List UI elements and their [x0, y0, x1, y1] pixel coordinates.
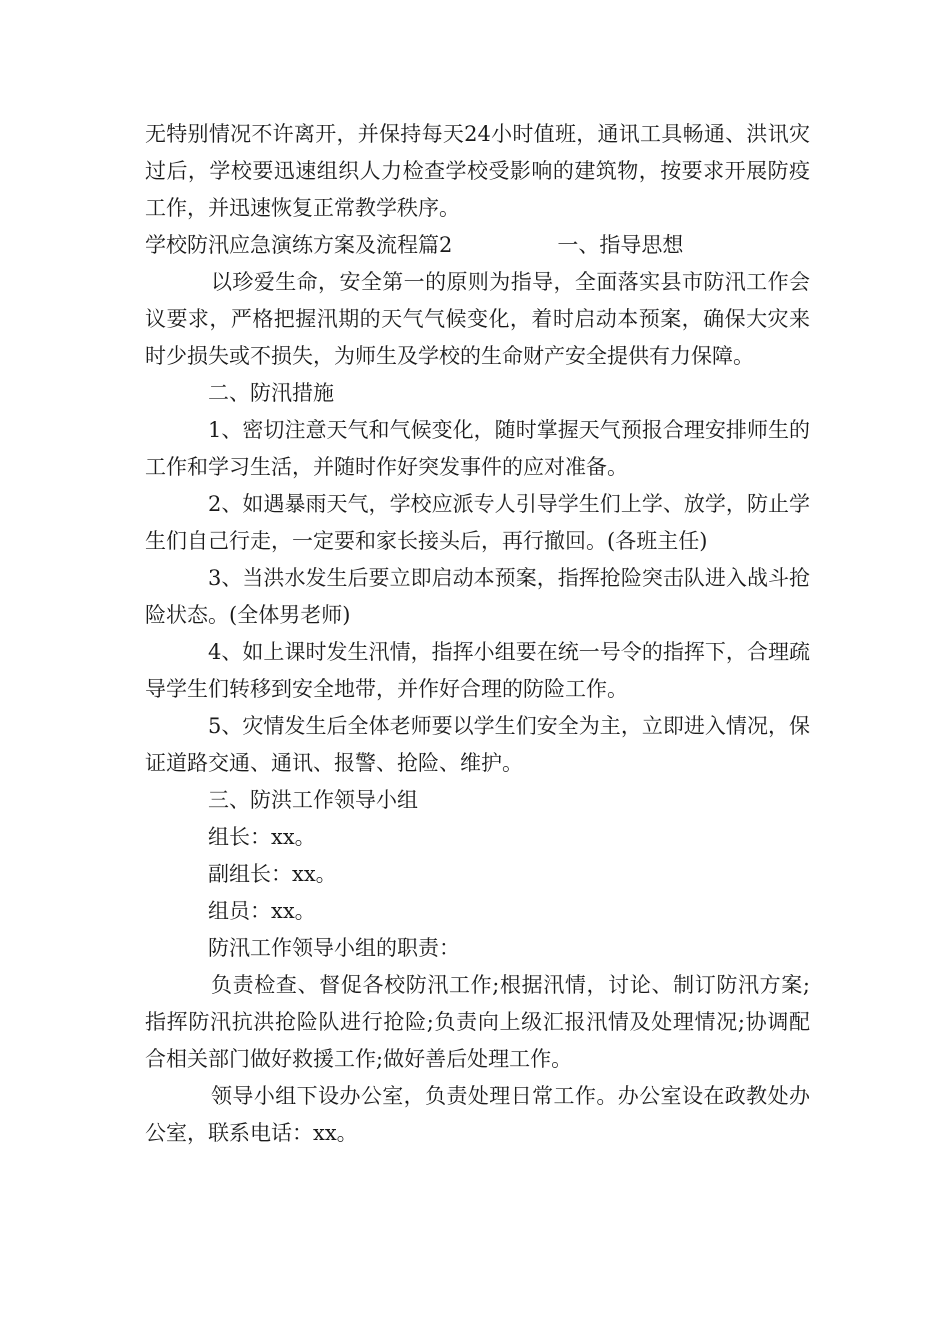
heading-guiding-thought: 一、指导思想: [557, 233, 684, 257]
article-title: 学校防汛应急演练方案及流程篇2: [145, 233, 453, 257]
paragraph-continuation: 无特别情况不许离开，并保持每天24小时值班，通讯工具畅通、洪讯灾过后，学校要迅速组织人力检查学校受影响的建筑物，按要求开展防疫工作，并迅速恢复正常教学秩序。: [145, 122, 810, 220]
measure-3: 3、当洪水发生后要立即启动本预案，指挥抢险突击队进入战斗抢险状态。(全体男老师): [145, 566, 810, 627]
measure-5: 5、灾情发生后全体老师要以学生们安全为主，立即进入情况，保证道路交通、通讯、报警、抢险、维护。: [145, 714, 810, 775]
measure-4: 4、如上课时发生汛情，指挥小组要在统一号令的指挥下，合理疏导学生们转移到安全地带，并作好合理的防险工作。: [145, 640, 810, 701]
group-leader: 组长：xx。: [208, 825, 316, 849]
duty-description: 负责检查、督促各校防汛工作;根据汛情，讨论、制订防汛方案;指挥防汛抗洪抢险队进行抢险;负责向上级汇报汛情及处理情况;协调配合相关部门做好救援工作;做好善后处理工作。: [145, 973, 810, 1071]
document-body: [145, 116, 810, 1152]
heading-measures: 二、防汛措施: [208, 381, 334, 405]
section-title-line: [145, 227, 810, 264]
office-info: 领导小组下设办公室，负责处理日常工作。办公室设在政教处办公室，联系电话：xx。: [145, 1084, 810, 1145]
paragraph-guiding: 以珍爱生命，安全第一的原则为指导，全面落实县市防汛工作会议要求，严格把握汛期的天气气候变化，着时启动本预案，确保大灾来时少损失或不损失，为师生及学校的生命财产安全提供有力保障。: [145, 270, 810, 368]
measure-2: 2、如遇暴雨天气，学校应派专人引导学生们上学、放学，防止学生们自己行走，一定要和家长接头后，再行撤回。(各班主任): [145, 492, 810, 553]
group-member: 组员：xx。: [208, 899, 316, 923]
heading-leadership-group: 三、防洪工作领导小组: [208, 788, 418, 812]
measure-1: 1、密切注意天气和气候变化，随时掌握天气预报合理安排师生的工作和学习生活，并随时作好突发事件的应对准备。: [145, 418, 810, 479]
vice-leader: 副组长：xx。: [208, 862, 337, 886]
duty-title: 防汛工作领导小组的职责：: [208, 936, 460, 960]
